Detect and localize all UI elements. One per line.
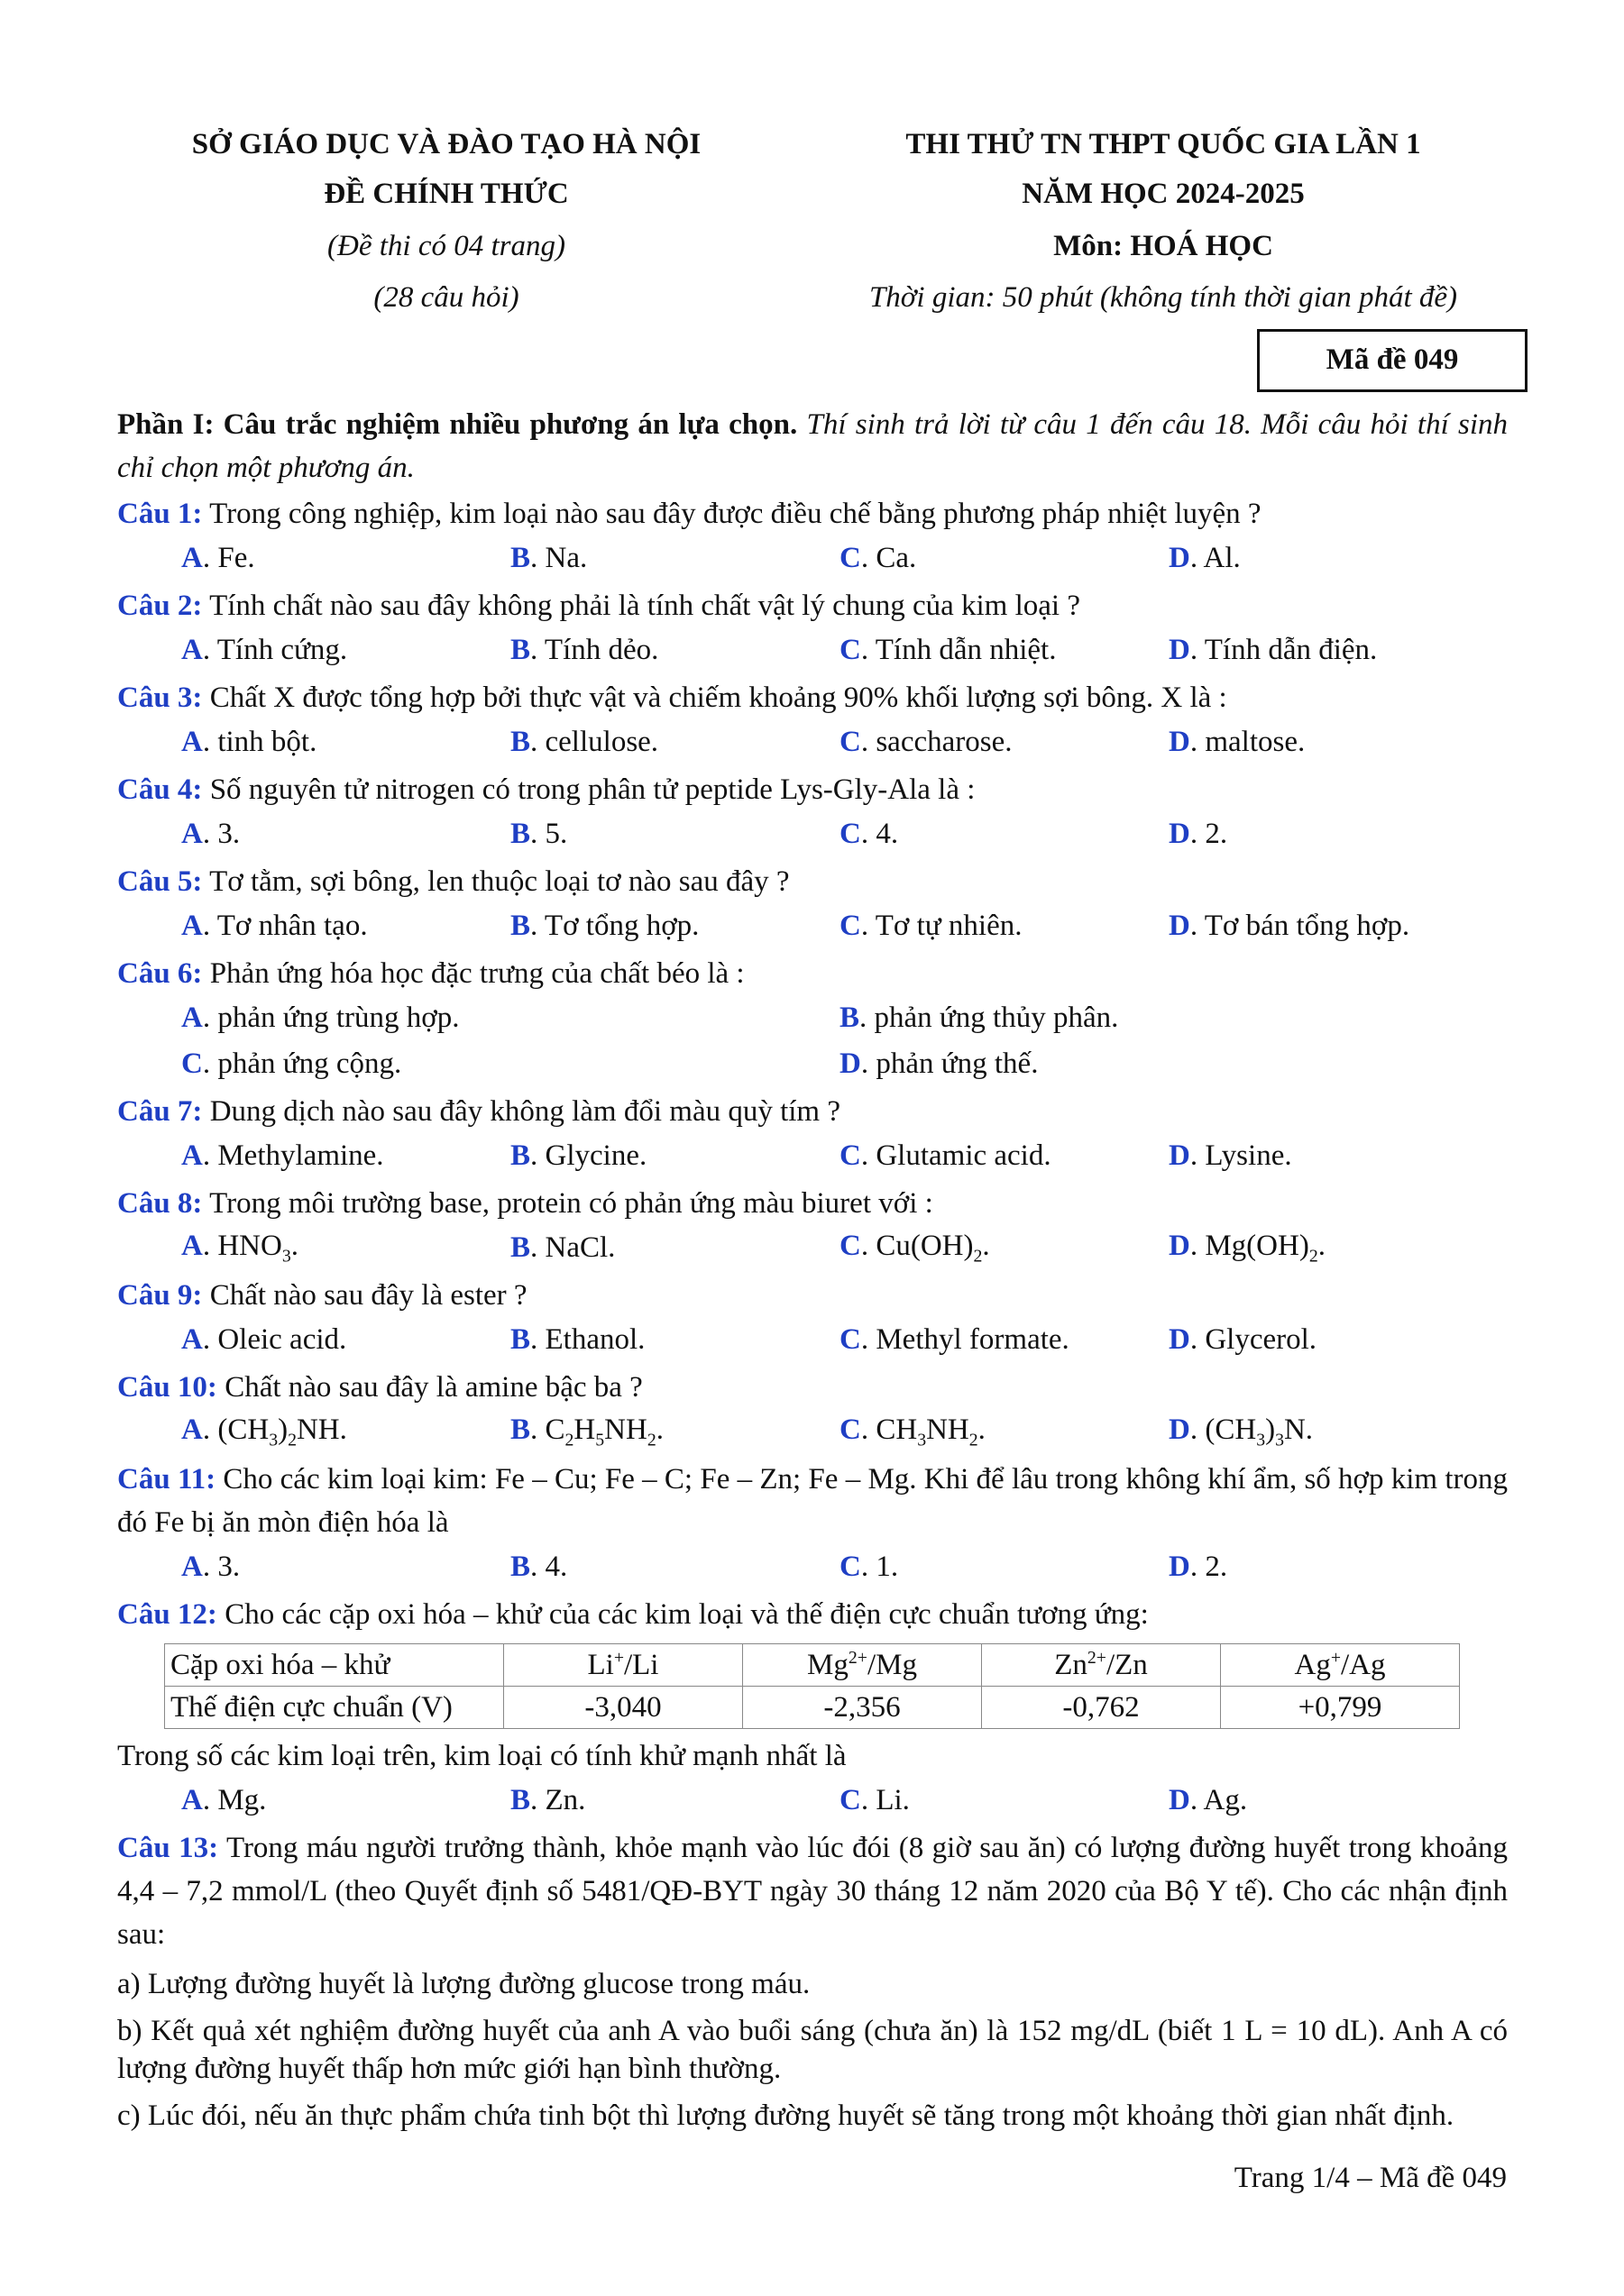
- option-b: [510, 1413, 840, 1451]
- option-letter: D: [1169, 818, 1190, 850]
- option-letter: A: [181, 542, 203, 574]
- option-letter: C: [840, 1229, 861, 1262]
- question-3-label: Câu 3:: [117, 681, 203, 714]
- option-letter: A: [181, 1784, 203, 1816]
- subject: Môn: HOÁ HỌC: [1053, 230, 1273, 262]
- option-letter: C: [840, 910, 861, 942]
- question-12-label: Câu 12:: [117, 1598, 217, 1631]
- question-13-label: Câu 13:: [117, 1832, 219, 1864]
- option-text: . $Mg(OH)_2$.: [1189, 1229, 1326, 1267]
- option-letter: A: [181, 1413, 203, 1446]
- time-note: Thời gian: 50 phút (không tính thời gian phát đề): [868, 281, 1458, 314]
- question-11-label: Câu 11:: [117, 1463, 216, 1496]
- option-c: [840, 726, 1169, 759]
- option-text: . 4.: [530, 1550, 568, 1583]
- option-b: [510, 634, 840, 667]
- question-list: [117, 492, 1508, 2135]
- exam-code-box: Mã đề 049: [1257, 329, 1528, 392]
- question-count-note: (28 câu hỏi): [373, 281, 519, 314]
- question-7-label: Câu 7:: [117, 1095, 203, 1128]
- table-cell-potential: -2,356: [743, 1687, 982, 1729]
- option-letter: A: [181, 726, 203, 758]
- question-1-label: Câu 1:: [117, 498, 203, 530]
- option-letter: A: [181, 1002, 203, 1034]
- options-row: [117, 1544, 1508, 1590]
- option-text: . $Cu(OH)_2$.: [860, 1229, 990, 1267]
- option-letter: D: [1169, 1784, 1190, 1816]
- options-row: [117, 1317, 1508, 1363]
- option-c: [840, 634, 1169, 667]
- question-11-text: Cho các kim loại kim: Fe – Cu; Fe – C; Fe – Zn; Fe – Mg. Khi để lâu trong không khí ẩm, số hợp kim trong đó Fe bị ăn mòn điện hóa là: [117, 1463, 1509, 1539]
- option-text: . 4.: [860, 818, 899, 850]
- option-letter: B: [510, 542, 531, 574]
- option-letter: C: [840, 634, 861, 666]
- question-13: [117, 1826, 1508, 1956]
- page-footer: Trang 1/4 – Mã đề 049: [1234, 2162, 1507, 2194]
- question-10-label: Câu 10:: [117, 1371, 217, 1404]
- option-a: [181, 1230, 510, 1267]
- table-cell-potential: +0,799: [1221, 1687, 1460, 1729]
- option-text: . maltose.: [1189, 726, 1306, 758]
- option-letter: B: [510, 1231, 531, 1264]
- option-text: . Methyl formate.: [860, 1323, 1069, 1356]
- table-row-label-potential: Thế điện cực chuẩn (V): [165, 1687, 504, 1729]
- option-c: [840, 818, 1169, 851]
- option-letter: D: [1169, 910, 1190, 942]
- option-letter: C: [840, 1784, 861, 1816]
- options-row: [117, 719, 1508, 765]
- options-row: [117, 1041, 1508, 1087]
- option-letter: A: [181, 910, 203, 942]
- option-letter: D: [1169, 1413, 1190, 1446]
- option-letter: A: [181, 1139, 203, 1172]
- option-letter: D: [1169, 1139, 1190, 1172]
- option-d: [1169, 1413, 1498, 1451]
- question-9-text: Chất nào sau đây là ester ?: [202, 1279, 528, 1312]
- option-c: [840, 1323, 1169, 1357]
- option-text: . $HNO_3$.: [202, 1229, 298, 1267]
- option-letter: D: [1169, 634, 1190, 666]
- option-a: [181, 1413, 510, 1451]
- option-text: . NaCl.: [530, 1231, 616, 1264]
- option-text: . phản ứng thủy phân.: [859, 1002, 1119, 1034]
- option-b: [510, 726, 840, 759]
- option-b: [510, 1784, 840, 1817]
- option-d: [1169, 1784, 1498, 1817]
- option-text: . 2.: [1189, 818, 1228, 850]
- option-b: [510, 1323, 840, 1357]
- option-text: . phản ứng trùng hợp.: [202, 1002, 460, 1034]
- option-c: [840, 1230, 1169, 1267]
- option-b: [510, 1231, 840, 1265]
- option-text: . Oleic acid.: [202, 1323, 347, 1356]
- option-letter: C: [181, 1047, 203, 1080]
- option-text: . $CH_3NH_2$.: [860, 1413, 986, 1450]
- option-a: [181, 1002, 840, 1035]
- option-text: . phản ứng thế.: [860, 1047, 1039, 1080]
- part1-instruction: Thí sinh trả lời từ câu 1 đến câu 18. Mỗi câu hỏi thí sinh chỉ chọn một phương án.: [117, 408, 1508, 484]
- option-text: . Fe.: [202, 542, 255, 574]
- option-b: [840, 1002, 1498, 1035]
- table-cell-pair: $Zn^{2+}/Zn$: [982, 1644, 1221, 1687]
- option-letter: A: [181, 1323, 203, 1356]
- option-letter: B: [510, 1139, 531, 1172]
- option-b: [510, 1550, 840, 1584]
- question-5-text: Tơ tằm, sợi bông, len thuộc loại tơ nào sau đây ?: [202, 865, 790, 898]
- question-12-prompt: Trong số các kim loại trên, kim loại có tính khử mạnh nhất là: [117, 1740, 847, 1772]
- question-6-text: Phản ứng hóa học đặc trưng của chất béo là :: [202, 957, 745, 990]
- table-cell-pair: $Mg^{2+}/Mg$: [743, 1644, 982, 1687]
- electrode-potential-table: [164, 1643, 1460, 1729]
- statement-c: c) Lúc đói, nếu ăn thực phẩm chứa tinh bột thì lượng đường huyết sẽ tăng trong một khoảng thời gian nhất định.: [117, 2099, 1454, 2132]
- option-text: . Glycine.: [530, 1139, 647, 1172]
- option-text: . Mg.: [202, 1784, 267, 1816]
- question-9-label: Câu 9:: [117, 1279, 203, 1312]
- option-letter: B: [510, 634, 531, 666]
- option-b: [510, 1139, 840, 1173]
- option-d: [1169, 818, 1498, 851]
- option-text: . $(CH_3)_3N$.: [1189, 1413, 1314, 1450]
- exam-content: [117, 403, 1508, 2135]
- question-5: [117, 860, 1508, 903]
- option-text: . Glutamic acid.: [860, 1139, 1051, 1172]
- option-letter: A: [181, 818, 203, 850]
- option-text: . 3.: [202, 818, 241, 850]
- option-letter: D: [1169, 1229, 1190, 1262]
- option-c: [840, 1784, 1169, 1817]
- option-letter: C: [840, 1139, 861, 1172]
- statement-a: a) Lượng đường huyết là lượng đường glucose trong máu.: [117, 1968, 811, 2000]
- options-row: [117, 1409, 1508, 1455]
- options-row: [117, 811, 1508, 857]
- option-text: . 1.: [860, 1550, 899, 1583]
- option-text: . Lysine.: [1189, 1139, 1292, 1172]
- option-letter: B: [510, 818, 531, 850]
- option-letter: B: [510, 726, 531, 758]
- table-row: [165, 1644, 1460, 1687]
- option-text: . tinh bột.: [202, 726, 317, 758]
- options-row: [117, 1778, 1508, 1824]
- option-letter: B: [510, 910, 531, 942]
- option-a: [181, 910, 510, 943]
- option-text: . 3.: [202, 1550, 241, 1583]
- question-5-label: Câu 5:: [117, 865, 203, 898]
- table-cell-pair: Ag+/Ag: [1221, 1644, 1460, 1687]
- option-c: [840, 1139, 1169, 1173]
- option-letter: D: [1169, 542, 1190, 574]
- option-text: . Tơ tổng hợp.: [530, 910, 700, 942]
- option-letter: B: [510, 1323, 531, 1356]
- options-row: [117, 995, 1508, 1041]
- option-letter: C: [840, 1413, 861, 1446]
- option-text: . Li.: [860, 1784, 910, 1816]
- option-text: . Tính dẻo.: [530, 634, 659, 666]
- official-exam-label: ĐỀ CHÍNH THỨC: [324, 178, 569, 210]
- options-row: [117, 1225, 1508, 1271]
- question-8-label: Câu 8:: [117, 1187, 203, 1220]
- options-row: [117, 1133, 1508, 1179]
- option-a: [181, 1784, 510, 1817]
- option-d: [840, 1047, 1498, 1081]
- option-letter: B: [840, 1002, 860, 1034]
- statement-b: b) Kết quả xét nghiệm đường huyết của anh A vào buổi sáng (chưa ăn) là 152 mg/dL (biết 1 L = 10 dL). Anh A có lượng đường huyết thấp hơn mức giới hạn bình thường.: [117, 2015, 1508, 2085]
- option-text: . Ethanol.: [530, 1323, 646, 1356]
- option-d: [1169, 1230, 1498, 1267]
- option-d: [1169, 634, 1498, 667]
- option-text: . Al.: [1189, 542, 1241, 574]
- table-cell-pair: Li+/Li: [504, 1644, 743, 1687]
- option-letter: B: [510, 1784, 531, 1816]
- option-letter: C: [840, 1550, 861, 1583]
- option-letter: D: [1169, 1550, 1190, 1583]
- option-text: . Methylamine.: [202, 1139, 384, 1172]
- option-letter: C: [840, 818, 861, 850]
- question-1-text: Trong công nghiệp, kim loại nào sau đây được điều chế bằng phương pháp nhiệt luyện ?: [202, 498, 1262, 530]
- table-row: [165, 1687, 1460, 1729]
- option-text: . $(CH_3)_2NH$.: [202, 1413, 347, 1450]
- option-b: [510, 910, 840, 943]
- option-text: . Tính dẫn nhiệt.: [860, 634, 1057, 666]
- option-d: [1169, 1139, 1498, 1173]
- option-a: [181, 542, 510, 575]
- option-text: . Tơ nhân tạo.: [202, 910, 368, 942]
- option-a: [181, 818, 510, 851]
- table-row-label-pairs: Cặp oxi hóa – khử: [165, 1644, 504, 1687]
- option-a: [181, 634, 510, 667]
- option-letter: A: [181, 1550, 203, 1583]
- table-cell-potential: -0,762: [982, 1687, 1221, 1729]
- option-letter: C: [840, 1323, 861, 1356]
- option-text: . phản ứng cộng.: [202, 1047, 402, 1080]
- question-12-text: Cho các cặp oxi hóa – khử của các kim loại và thế điện cực chuẩn tương ứng:: [216, 1598, 1149, 1631]
- question-13-text: Trong máu người trưởng thành, khỏe mạnh vào lúc đói (8 giờ sau ăn) có lượng đường huyết trong khoảng 4,4 – 7,2 mmol/L (theo Quyết định số 5481/QĐ-BYT ngày 30 tháng 12 năm 2020 của Bộ Y tế). Cho các nhận định sau:: [117, 1832, 1508, 1951]
- option-d: [1169, 1323, 1498, 1357]
- option-letter: D: [1169, 1323, 1190, 1356]
- option-letter: B: [510, 1413, 531, 1446]
- option-text: . Tơ bán tổng hợp.: [1189, 910, 1410, 942]
- option-c: [840, 910, 1169, 943]
- option-b: [510, 542, 840, 575]
- option-letter: B: [510, 1550, 531, 1583]
- option-letter: C: [840, 726, 861, 758]
- option-text: . Zn.: [530, 1784, 586, 1816]
- question-2-text: Tính chất nào sau đây không phải là tính chất vật lý chung của kim loại ?: [202, 590, 1080, 622]
- option-c: [840, 1413, 1169, 1451]
- page-count-note: (Đề thi có 04 trang): [327, 230, 565, 262]
- option-d: [1169, 542, 1498, 575]
- option-text: . Tính dẫn điện.: [1189, 634, 1378, 666]
- question-4-text: Số nguyên tử nitrogen có trong phân tử peptide Lys-Gly-Ala là :: [202, 773, 976, 806]
- question-10-text: Chất nào sau đây là amine bậc ba ?: [216, 1371, 643, 1404]
- option-a: [181, 1550, 510, 1584]
- question-3-text: Chất X được tổng hợp bởi thực vật và chiếm khoảng 90% khối lượng sợi bông. X là :: [202, 681, 1227, 714]
- option-c: [181, 1047, 840, 1081]
- option-letter: D: [840, 1047, 861, 1080]
- question-4: [117, 768, 1508, 811]
- option-c: [840, 1550, 1169, 1584]
- option-text: . Glycerol.: [1189, 1323, 1317, 1356]
- question-7: [117, 1090, 1508, 1133]
- option-letter: A: [181, 1229, 203, 1262]
- option-text: . Tơ tự nhiên.: [860, 910, 1023, 942]
- question-10: [117, 1366, 1508, 1409]
- option-text: . Na.: [530, 542, 588, 574]
- option-text: . cellulose.: [530, 726, 659, 758]
- question-2-label: Câu 2:: [117, 590, 203, 622]
- options-row: [117, 535, 1508, 581]
- question-4-label: Câu 4:: [117, 773, 203, 806]
- question-6-label: Câu 6:: [117, 957, 203, 990]
- option-d: [1169, 1550, 1498, 1584]
- options-row: [117, 903, 1508, 949]
- option-c: [840, 542, 1169, 575]
- option-letter: D: [1169, 726, 1190, 758]
- options-row: [117, 627, 1508, 673]
- question-8-text: Trong môi trường base, protein có phản ứng màu biuret với :: [202, 1187, 933, 1220]
- question-2: [117, 584, 1508, 627]
- option-text: . Tính cứng.: [202, 634, 348, 666]
- question-6: [117, 952, 1508, 995]
- option-a: [181, 1139, 510, 1173]
- option-d: [1169, 726, 1498, 759]
- option-text: . $C_2H_5NH_2$.: [530, 1413, 664, 1450]
- option-text: . 5.: [530, 818, 568, 850]
- question-3: [117, 676, 1508, 719]
- option-letter: C: [840, 542, 861, 574]
- part1-title: Phần I: Câu trắc nghiệm nhiều phương án lựa chọn.: [117, 408, 798, 441]
- school-year: NĂM HỌC 2024-2025: [1022, 178, 1305, 210]
- option-b: [510, 818, 840, 851]
- option-text: . saccharose.: [860, 726, 1013, 758]
- question-11: [117, 1458, 1508, 1544]
- part1-intro: [117, 403, 1508, 489]
- table-cell-potential: -3,040: [504, 1687, 743, 1729]
- exam-title: THI THỬ TN THPT QUỐC GIA LẦN 1: [905, 128, 1421, 160]
- option-text: . Ag.: [1189, 1784, 1248, 1816]
- department-name: SỞ GIÁO DỤC VÀ ĐÀO TẠO HÀ NỘI: [191, 128, 702, 160]
- option-letter: A: [181, 634, 203, 666]
- option-text: . 2.: [1189, 1550, 1228, 1583]
- question-12: [117, 1593, 1508, 1636]
- question-1: [117, 492, 1508, 535]
- option-a: [181, 1323, 510, 1357]
- question-9: [117, 1274, 1508, 1317]
- question-8: [117, 1182, 1508, 1225]
- option-a: [181, 726, 510, 759]
- question-7-text: Dung dịch nào sau đây không làm đổi màu quỳ tím ?: [202, 1095, 840, 1128]
- option-d: [1169, 910, 1498, 943]
- option-text: . Ca.: [860, 542, 917, 574]
